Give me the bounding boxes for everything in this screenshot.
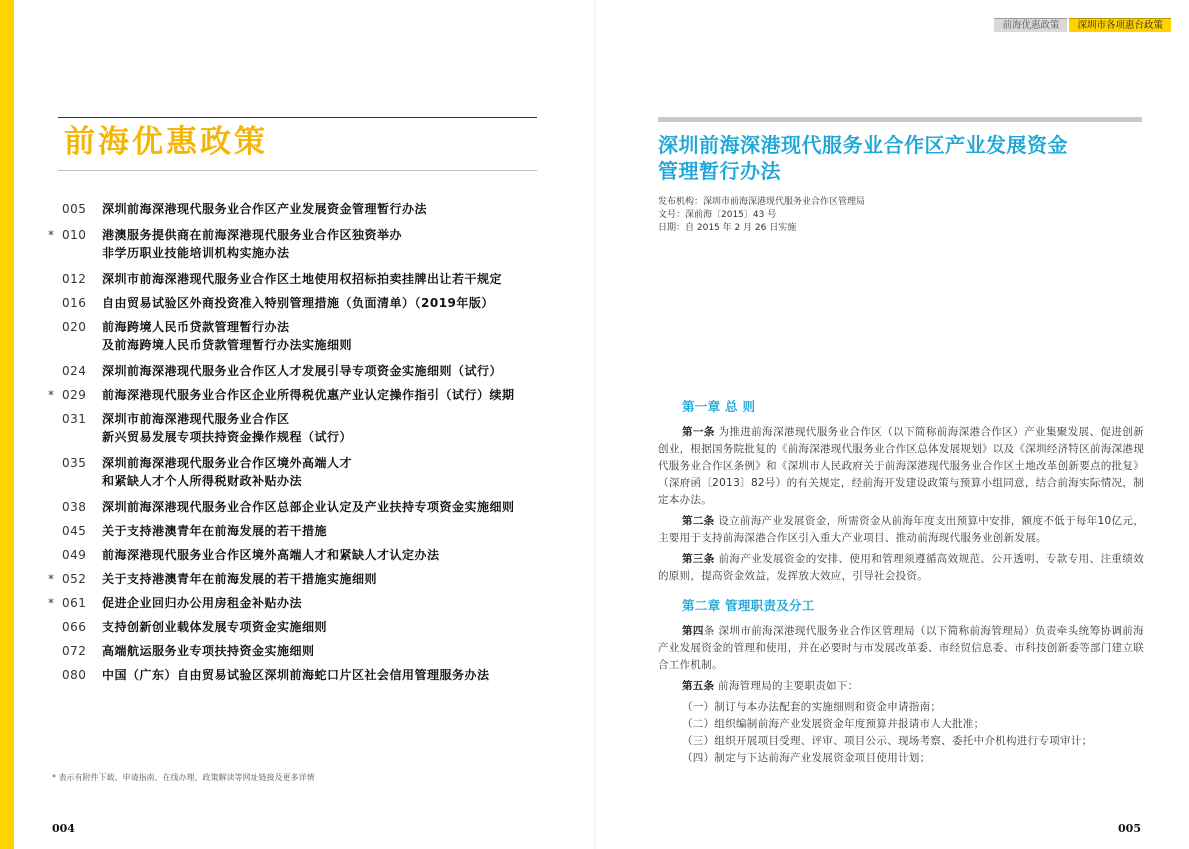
toc-title-line: 支持创新创业载体发展专项资金实施细则: [102, 620, 328, 634]
toc-page-number: 005: [62, 202, 87, 216]
duty-item-1: （一）制订与本办法配套的实施细则和资金申请指南；: [682, 701, 942, 713]
toc-title: [102, 226, 568, 262]
toc-title-line: 深圳市前海深港现代服务业合作区: [102, 412, 290, 426]
toc-title-line: 关于支持港澳青年在前海发展的若干措施实施细则: [102, 572, 378, 586]
article-4-label: 第四: [682, 625, 704, 637]
chapter-1-heading: 第一章 总 则: [682, 399, 756, 414]
toc-title-line: 中国（广东）自由贸易试验区深圳前海蛇口片区社会信用管理服务办法: [102, 668, 490, 682]
toc-item[interactable]: [48, 270, 568, 288]
toc-item[interactable]: [48, 642, 568, 660]
toc-item[interactable]: [48, 546, 568, 564]
meta-date: 日期：自 2015 年 2 月 26 日实施: [658, 223, 797, 233]
document-title-line1: 深圳前海深港现代服务业合作区产业发展资金: [658, 133, 1068, 157]
toc-item[interactable]: [48, 522, 568, 540]
toc-page-number: 052: [62, 572, 87, 586]
toc-page-number: 031: [62, 412, 87, 426]
article-4: [658, 623, 1144, 674]
toc-star-marker: [48, 642, 62, 660]
toc-star-marker: [48, 270, 62, 288]
article-3: [658, 551, 1144, 585]
toc-title-line: 前海深港现代服务业合作区境外高端人才和紧缺人才认定办法: [102, 548, 440, 562]
toc-title: [102, 318, 568, 354]
toc-item[interactable]: [48, 570, 568, 588]
right-page-number: 005: [1118, 822, 1141, 835]
article-1-text: 为推进前海深港现代服务业合作区（以下简称前海深港合作区）产业集聚发展、促进创新创业，根据国务院批复的《前海深港现代服务业合作区总体发展规划》以及《深圳经济特区前海深港现代服务业合作区条例》和《深圳市人民政府关于前海深港现代服务业合作区土地改革创新要点的批复》（深府函〔2013〕82号）的有关规定，经前海开发建设政策与预算小组同意，结合前海实际情况，制定本办法。: [658, 426, 1144, 506]
toc-title: [102, 642, 568, 660]
toc-title: [102, 666, 568, 684]
toc-title: [102, 594, 568, 612]
toc-star-marker: *: [48, 572, 54, 586]
table-of-contents: [48, 200, 568, 690]
toc-title-line: 新兴贸易发展专项扶持资金操作规程（试行）: [102, 430, 353, 444]
article-5-text: 前海管理局的主要职责如下：: [714, 680, 859, 692]
toc-title-line: 及前海跨境人民币贷款管理暂行办法实施细则: [102, 338, 353, 352]
meta-publisher: 发布机构：深圳市前海深港现代服务业合作区管理局: [658, 197, 866, 207]
toc-item[interactable]: [48, 594, 568, 612]
toc-title-line: 深圳前海深港现代服务业合作区产业发展资金管理暂行办法: [102, 202, 428, 216]
toc-item[interactable]: [48, 362, 568, 380]
toc-star-marker: [48, 522, 62, 540]
toc-title-line: 和紧缺人才个人所得税财政补贴办法: [102, 474, 303, 488]
toc-page-number: 066: [62, 620, 87, 634]
header-tabs: [994, 18, 1171, 32]
toc-item[interactable]: [48, 386, 568, 404]
meta-doc-number: 文号：深前海〔2015〕43 号: [658, 210, 777, 220]
toc-title-line: 前海跨境人民币贷款管理暂行办法: [102, 320, 290, 334]
right-top-rule: [658, 117, 1142, 122]
toc-star-marker: *: [48, 596, 54, 610]
toc-item[interactable]: [48, 294, 568, 312]
toc-title: [102, 546, 568, 564]
toc-page-number: 010: [62, 228, 87, 242]
toc-title-line: 深圳前海深港现代服务业合作区总部企业认定及产业扶持专项资金实施细则: [102, 500, 515, 514]
left-yellow-bar: [0, 0, 14, 849]
document-title-line2: 管理暂行办法: [658, 159, 781, 183]
article-2-text: 设立前海产业发展资金，所需资金从前海年度支出预算中安排，额度不低于每年10亿元，主要用于支持前海深港合作区引入重大产业项目、推动前海现代服务业创新发展。: [658, 515, 1144, 544]
article-1-label: 第一条: [682, 426, 715, 438]
toc-item[interactable]: [48, 200, 568, 218]
article-5: [658, 678, 1144, 695]
header-tab-shenzhen: 深圳市各项惠台政策: [1069, 18, 1171, 32]
document-meta: [658, 196, 865, 235]
left-top-rule: [58, 117, 537, 118]
toc-star-marker: [48, 454, 62, 490]
page-spine: [594, 0, 595, 849]
toc-item[interactable]: [48, 498, 568, 516]
toc-page-number: 072: [62, 644, 87, 658]
left-page-number: 004: [52, 822, 75, 835]
toc-title: [102, 200, 568, 218]
toc-item[interactable]: [48, 410, 568, 446]
toc-title: [102, 270, 568, 288]
article-2-label: 第二条: [682, 515, 715, 527]
toc-star-marker: [48, 618, 62, 636]
chapter-2-heading: 第二章 管理职责及分工: [682, 598, 815, 613]
toc-page-number: 061: [62, 596, 87, 610]
article-2: [658, 513, 1144, 547]
toc-title: [102, 362, 568, 380]
toc-title: [102, 294, 568, 312]
toc-title-line: 深圳前海深港现代服务业合作区人才发展引导专项资金实施细则（试行）: [102, 364, 503, 378]
left-page-title: 前海优惠政策: [64, 124, 268, 160]
toc-title: [102, 618, 568, 636]
toc-title-line: 深圳市前海深港现代服务业合作区土地使用权招标拍卖挂牌出让若干规定: [102, 272, 503, 286]
toc-title-line: 高端航运服务业专项扶持资金实施细则: [102, 644, 315, 658]
toc-title-line: 前海深港现代服务业合作区企业所得税优惠产业认定操作指引（试行）续期: [102, 388, 515, 402]
toc-title-line: 深圳前海深港现代服务业合作区境外高端人才: [102, 456, 353, 470]
article-5-label: 第五条: [682, 680, 715, 692]
toc-star-marker: [48, 546, 62, 564]
article-4-text: 条 深圳市前海深港现代服务业合作区管理局（以下简称前海管理局）负责牵头统筹协调前海产业发展资金的管理和使用，并在必要时与市发展改革委、市经贸信息委、市科技创新委等部门建立联合工作机制。: [658, 625, 1144, 671]
toc-star-marker: [48, 498, 62, 516]
toc-star-marker: [48, 200, 62, 218]
duty-item-3: （三）组织开展项目受理、评审、项目公示、现场考察、委托中介机构进行专项审计；: [682, 735, 1093, 747]
toc-title-line: 关于支持港澳青年在前海发展的若干措施: [102, 524, 328, 538]
toc-page-number: 045: [62, 524, 87, 538]
toc-star-marker: [48, 294, 62, 312]
toc-item[interactable]: [48, 666, 568, 684]
toc-item[interactable]: [48, 226, 568, 262]
article-1: [658, 424, 1144, 509]
toc-title-line: 非学历职业技能培训机构实施办法: [102, 246, 290, 260]
toc-title-line: 促进企业回归办公用房租金补贴办法: [102, 596, 303, 610]
document-title: [658, 132, 1138, 184]
document-body: [658, 398, 1144, 767]
toc-star-marker: *: [48, 228, 54, 242]
toc-star-marker: *: [48, 388, 54, 402]
article-3-label: 第三条: [682, 553, 715, 565]
toc-star-marker: [48, 362, 62, 380]
title-underline: [58, 170, 537, 171]
toc-page-number: 024: [62, 364, 87, 378]
toc-star-marker: [48, 410, 62, 446]
toc-page-number: 020: [62, 320, 87, 334]
toc-page-number: 035: [62, 456, 87, 470]
duty-item-2: （二）组织编制前海产业发展资金年度预算并报请市人大批准；: [682, 718, 985, 730]
toc-title: [102, 454, 568, 490]
toc-item[interactable]: [48, 318, 568, 354]
toc-title-line: 港澳服务提供商在前海深港现代服务业合作区独资举办: [102, 228, 403, 242]
toc-page-number: 049: [62, 548, 87, 562]
toc-title: [102, 498, 568, 516]
toc-title-line: 自由贸易试验区外商投资准入特别管理措施（负面清单）（2019年版）: [102, 296, 494, 310]
toc-star-marker: [48, 318, 62, 354]
toc-title: [102, 522, 568, 540]
toc-item[interactable]: [48, 618, 568, 636]
toc-page-number: 080: [62, 668, 87, 682]
toc-star-marker: [48, 666, 62, 684]
toc-page-number: 029: [62, 388, 87, 402]
toc-item[interactable]: [48, 454, 568, 490]
footnote: * 表示有附件下载、申请指南、在线办理、政策解读等网址链接及更多详情: [52, 773, 315, 782]
toc-title: [102, 410, 568, 446]
toc-title: [102, 570, 568, 588]
duty-item-4: （四）制定与下达前海产业发展资金项目使用计划；: [682, 752, 931, 764]
header-tab-qianhai: 前海优惠政策: [994, 18, 1067, 32]
toc-page-number: 012: [62, 272, 87, 286]
toc-title: [102, 386, 568, 404]
article-3-text: 前海产业发展资金的安排、使用和管理须遵循高效规范、公开透明、专款专用、注重绩效的原则，提高资金效益，发挥放大效应，引导社会投资。: [658, 553, 1144, 582]
toc-page-number: 038: [62, 500, 87, 514]
toc-page-number: 016: [62, 296, 87, 310]
